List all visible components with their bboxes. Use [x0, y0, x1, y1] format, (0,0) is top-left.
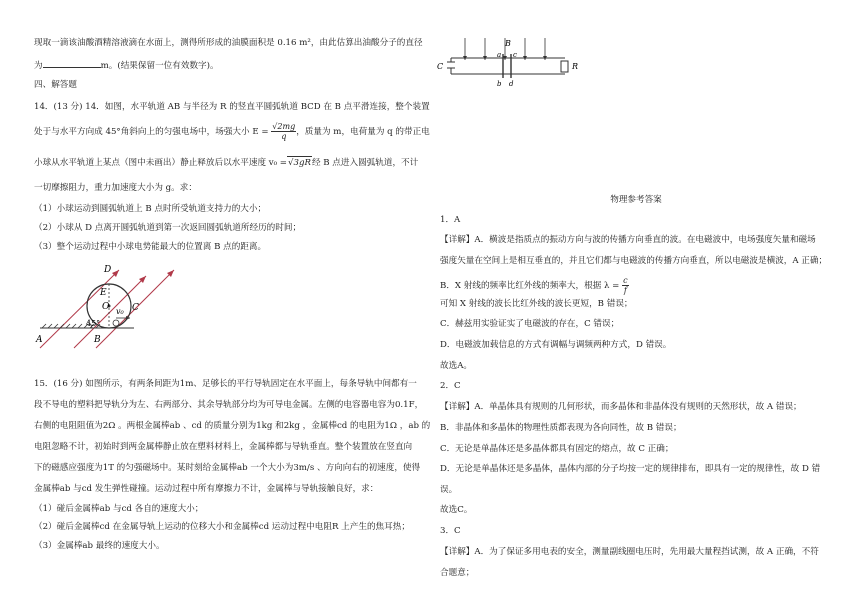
ball — [113, 320, 119, 326]
q15-subquestion-3: （3）金属棒ab 最终的速度大小。 — [34, 541, 165, 551]
label-C: C — [132, 303, 139, 313]
q15-line: 金属棒ab 与cd 发生弹性碰撞。运动过程中所有摩擦力不计，金属棒与导轨接触良好，求： — [34, 484, 379, 494]
fraction — [622, 276, 628, 295]
q14-subquestion-2: （2）小球从 D 点离开圆弧轨道到第一次返回圆弧轨道所经历的时间； — [34, 223, 302, 233]
fraction-denominator: q — [281, 132, 287, 141]
text-line — [34, 58, 219, 72]
answer-line: D．无论是单晶体还是多晶体，晶体内部的分子均按一定的规律排布，即具有一定的规律性，故 D 错 — [440, 464, 821, 474]
label-c: c — [513, 51, 517, 59]
text-fragment: 为 — [34, 61, 43, 71]
q15-line: 下的磁感应强度为1T 的匀强磁场中。某时刻给金属棒ab 一个大小为3m/s 、方向向右的初速度，使得 — [34, 463, 421, 473]
q15-line: 15．(16 分) 如图所示，有两条间距为1m、足够长的平行导轨固定在水平面上，每条导轨中间都有一 — [34, 379, 417, 389]
sqrt-expression: √3gR — [288, 158, 311, 168]
label-A: A — [36, 335, 43, 345]
answer-line: B．非晶体和多晶体的物理性质都表现为各向同性，故 B 错误； — [440, 423, 682, 433]
answer-line: 误。 — [440, 485, 458, 495]
answer-number: 2．C — [440, 381, 461, 391]
label-D: D — [104, 265, 112, 275]
sqrt-radicand: 3gR — [293, 158, 311, 168]
label-O: O — [102, 302, 110, 312]
fraction-numerator: c — [623, 276, 628, 285]
text-fragment: 处于与水平方向成 45°角斜向上的匀强电场中，场强大小 E = — [34, 127, 269, 137]
q15-line: 电阻忽略不计，初始时到两金属棒静止放在塑料材料上，金属棒都与导轨垂直。整个装置放在竖直向 — [34, 442, 413, 452]
label-d: d — [509, 80, 514, 88]
fraction-numerator: √2mg — [272, 122, 296, 131]
answer-line: 可知 X 射线的波长比红外线的波长更短，B 错误； — [440, 299, 633, 309]
q15-subquestion-2: （2）碰后金属棒cd 在金属导轨上运动的位移大小和金属棒cd 运动过程中电阻R 上产生的焦耳热； — [34, 522, 410, 532]
answer-title: 物理参考答案 — [610, 195, 662, 205]
label-B: B — [94, 335, 101, 345]
q15-line: 段不导电的塑料把导轨分为左、右两部分、其余导轨部分均为可导电金属。左侧的电容器电容为0.1F， — [34, 400, 424, 410]
q14-subquestion-1: （1）小球运动到圆弧轨道上 B 点时所受轨道支持力的大小； — [34, 204, 267, 214]
text-fragment: B．X 射线的频率比红外线的频率大，根据 λ = — [440, 281, 620, 291]
fraction-denominator: f — [623, 286, 627, 295]
q14-line — [34, 122, 430, 141]
q14-subquestion-3: （3）整个运动过程中小球电势能最大的位置离 B 点的距离。 — [34, 242, 267, 252]
q15-subquestion-1: （1）碰后金属棒ab 与cd 各自的速度大小； — [34, 504, 204, 514]
answer-line: 故选A。 — [440, 361, 472, 371]
answer-line: 【详解】A．横波是指质点的振动方向与波的传播方向垂直的波。在电磁波中，电场强度矢量和磁场 — [440, 235, 816, 245]
label-b: b — [497, 80, 502, 88]
text-fragment: ，质量为 m，电荷量为 q 的带正电 — [296, 127, 430, 137]
q14-line — [34, 156, 418, 169]
answer-line: 【详解】A．单晶体具有规则的几何形状，而多晶体和非晶体没有规则的天然形状，故 A 错误； — [440, 402, 802, 412]
answer-number: 1．A — [440, 215, 461, 225]
answer-line: 【详解】A．为了保证多用电表的安全，测量副线圈电压时，先用最大量程挡试测，故 A 正确，不符 — [440, 547, 819, 557]
resistor — [561, 61, 568, 72]
text-line: 现取一滴该油酸酒精溶液滴在水面上，测得所形成的油膜面积是 0.16 m²，由此估算出油酸分子的直径 — [34, 38, 423, 48]
section-heading: 四、解答题 — [34, 80, 77, 90]
answer-line: C．无论是单晶体还是多晶体都具有固定的熔点，故 C 正确； — [440, 444, 674, 454]
answer-line: 合题意； — [440, 568, 475, 578]
q15-line: 右侧的电阻阻值为2Ω 。两根金属棒ab 、cd 的质量分别为1kg 和2kg ，金属棒cd 的电阻为1Ω ，ab 的 — [34, 421, 431, 431]
fraction — [271, 122, 296, 141]
answer-line: 强度矢量在空间上是相互垂直的，并且它们都与电磁波的传播方向垂直，所以电磁波是横波，A 正确； — [440, 256, 828, 266]
answer-line: C．赫兹用实验证实了电磁波的存在，C 错误； — [440, 319, 620, 329]
text-fragment: 小球从水平轨道上某点（图中未画出）静止释放后以水平速度 v₀ = — [34, 158, 287, 168]
q14-line: 14．(13 分) 14．如图，水平轨道 AB 与半径为 R 的竖直平圆弧轨道 BCD 在 B 点平滑连接，整个装置 — [34, 102, 430, 112]
label-R: R — [572, 62, 579, 71]
text-fragment: 经 B 点进入圆弧轨道，不计 — [311, 158, 419, 168]
answer-blank[interactable] — [43, 58, 101, 68]
q15-figure — [437, 36, 582, 88]
label-B: B — [505, 39, 511, 48]
q14-line: 一切摩擦阻力，重力加速度大小为 g。求： — [34, 183, 197, 193]
answer-line — [440, 276, 629, 295]
label-angle: 45° — [86, 319, 101, 328]
answer-line: 故选C。 — [440, 505, 473, 515]
answer-line: D．电磁波加载信息的方式有调幅与调频两种方式，D 错误。 — [440, 340, 672, 350]
q14-figure — [34, 262, 184, 350]
label-E: E — [100, 288, 107, 298]
text-fragment: m。(结果保留一位有效数字)。 — [100, 61, 219, 71]
field-arrowheads — [112, 270, 174, 283]
label-C: C — [437, 62, 444, 71]
arc-track — [109, 284, 131, 328]
label-v0: v₀ — [116, 307, 124, 316]
label-a: a — [497, 51, 502, 59]
answer-number: 3．C — [440, 526, 461, 536]
